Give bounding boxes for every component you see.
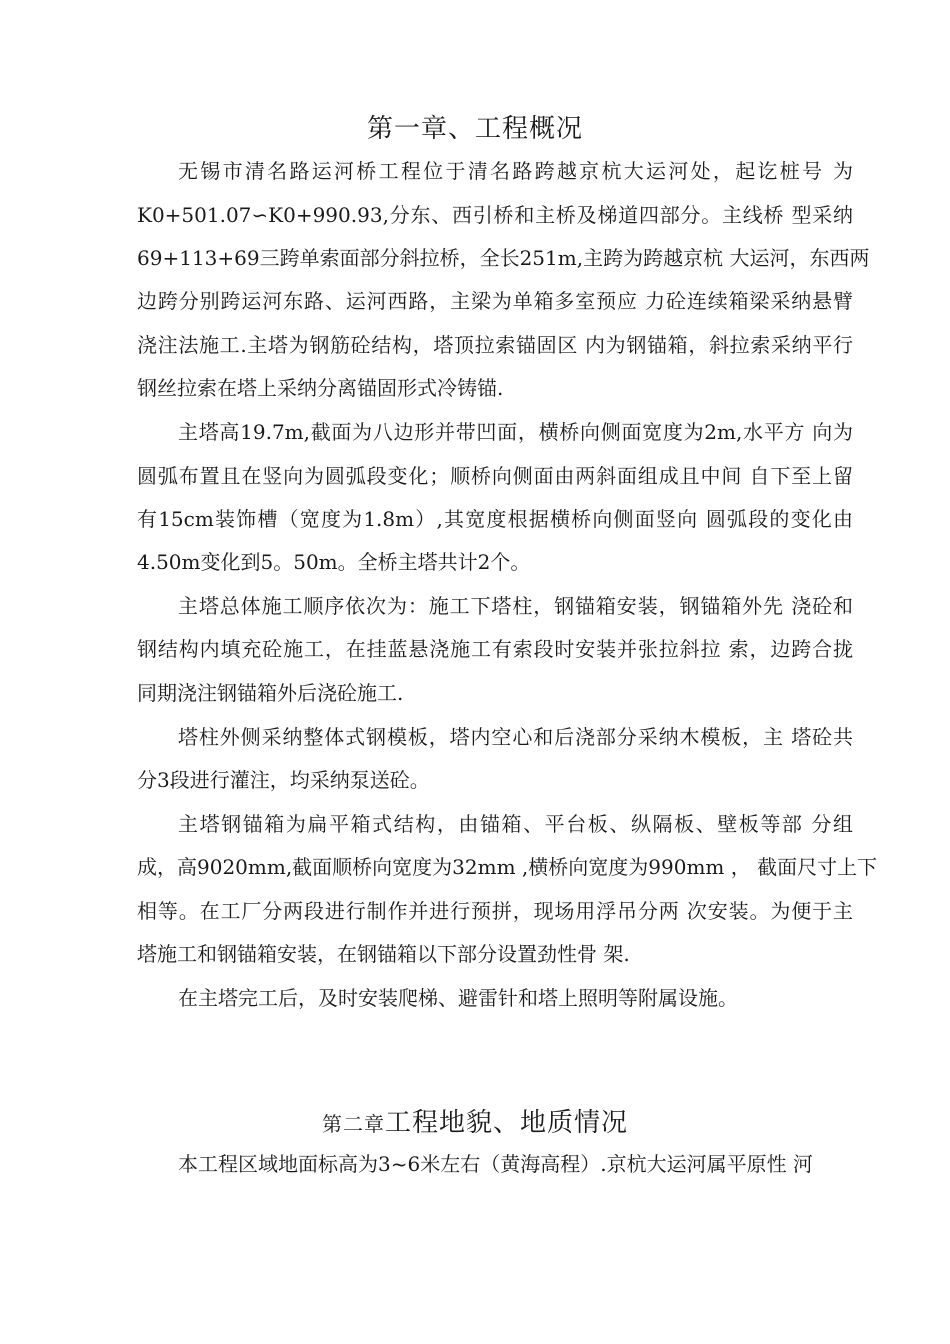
paragraph-line: 边跨分别跨运河东路、运河西路，主梁为单箱多室预应 力砼连续箱梁采纳悬臂 <box>137 289 853 313</box>
paragraph-line: 无锡市清名路运河桥工程位于清名路跨越京杭大运河处，起讫桩号 为 <box>178 159 853 183</box>
paragraph-line: 钢结构内填充砼施工，在挂蓝悬浇施工有索段时安装并张拉斜拉 索，边跨合拢 <box>137 637 853 661</box>
paragraph-line: 浇注法施工.主塔为钢筋砼结构，塔顶拉索锚固区 内为钢锚箱，斜拉索采纳平行 <box>137 333 853 357</box>
paragraph-line: 同期浇注钢锚箱外后浇砼施工. <box>137 681 404 705</box>
chapter-2-title <box>0 1106 950 1141</box>
paragraph-line: 69+113+69三跨单索面部分斜拉桥，全长251m,主跨为跨越京杭 大运河，东西两 <box>137 246 870 270</box>
paragraph-line: 钢丝拉索在塔上采纳分离锚固形式冷铸锚. <box>137 376 504 400</box>
paragraph-line: 塔施工和钢锚箱安装，在钢锚箱以下部分设置劲性骨 架. <box>137 942 630 966</box>
paragraph-line: 相等。在工厂分两段进行制作并进行预拼，现场用浮吊分两 次安装。为便于主 <box>137 899 853 923</box>
paragraph-line: 塔柱外侧采纳整体式钢模板，塔内空心和后浇部分采纳木模板，主 塔砼共 <box>178 725 853 749</box>
paragraph-line: 主塔钢锚箱为扁平箱式结构，由锚箱、平台板、纵隔板、壁板等部 分组 <box>178 812 853 836</box>
paragraph-line: K0+501.07∽K0+990.93,分东、西引桥和主桥及梯道四部分。主线桥 型采纳 <box>137 203 853 227</box>
paragraph-line: 主塔高19.7m,截面为八边形并带凹面，横桥向侧面宽度为2m,水平方 向为 <box>178 420 853 444</box>
paragraph-line: 在主塔完工后，及时安装爬梯、避雷针和塔上照明等附属设施。 <box>178 986 738 1010</box>
chapter-2-title-text: 工程地貌、地质情况 <box>384 1108 628 1138</box>
chapter-1-title: 第一章、工程概况 <box>366 114 583 144</box>
paragraph-line: 本工程区域地面标高为3~6米左右（黄海高程）.京杭大运河属平原性 河 <box>178 1152 813 1176</box>
paragraph-line: 分3段进行灌注，均采纳泵送砼。 <box>137 768 430 792</box>
chapter-2-title-prefix: 第二章 <box>321 1112 385 1136</box>
paragraph-line: 主塔总体施工顺序依次为：施工下塔柱，钢锚箱安装，钢锚箱外先 浇砼和 <box>178 594 853 618</box>
paragraph-line: 成，高9020mm,截面顺桥向宽度为32mm ,横桥向宽度为990mm ， 截面尺寸上下 <box>137 855 878 879</box>
paragraph-line: 圆弧布置且在竖向为圆弧段变化；顺桥向侧面由两斜面组成且中间 自下至上留 <box>137 464 853 488</box>
paragraph-line: 有15cm装饰槽（宽度为1.8m）,其宽度根据横桥向侧面竖向 圆弧段的变化由 <box>137 507 853 531</box>
paragraph-line: 4.50m变化到5。50m。全桥主塔共计2个。 <box>137 550 531 574</box>
